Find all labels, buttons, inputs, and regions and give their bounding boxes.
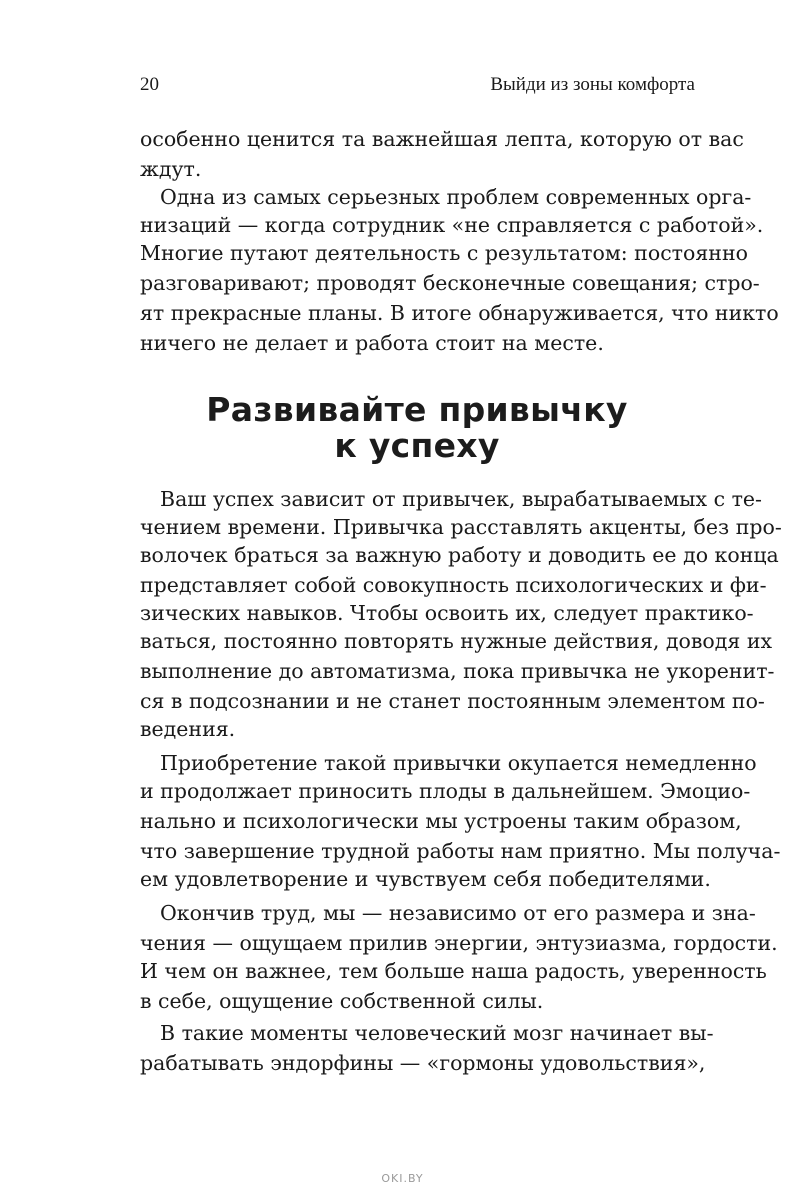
page-number: 20 xyxy=(140,74,159,95)
text-line: чением времени. Привычка расставлять акценты, без про- xyxy=(140,515,782,539)
section-heading-line-1: Развивайте привычку xyxy=(206,390,628,429)
text-line: выполнение до автоматизма, пока привычка не укоренит- xyxy=(140,659,775,683)
text-line: волочек браться за важную работу и доводить ее до конца xyxy=(140,543,779,567)
text-line: Ваш успех зависит от привычек, вырабатываемых с те- xyxy=(160,487,762,511)
text-line: ничего не делает и работа стоит на месте. xyxy=(140,331,604,355)
text-line: ждут. xyxy=(140,157,202,181)
text-line: Приобретение такой привычки окупается немедленно xyxy=(160,751,757,775)
text-line: разговаривают; проводят бесконечные совещания; стро- xyxy=(140,271,760,295)
text-line: ваться, постоянно повторять нужные действия, доводя их xyxy=(140,629,773,653)
text-line: нально и психологически мы устроены таким образом, xyxy=(140,809,742,833)
text-line: ят прекрасные планы. В итоге обнаруживается, что никто xyxy=(140,301,779,325)
text-line: что завершение трудной работы нам приятно. Мы получа- xyxy=(140,839,781,863)
text-line: чения — ощущаем прилив энергии, энтузиазма, гордости. xyxy=(140,931,778,955)
text-line: ем удовлетворение и чувствуем себя победителями. xyxy=(140,867,711,891)
text-line: Многие путают деятельность с результатом: постоянно xyxy=(140,241,748,265)
text-line: в себе, ощущение собственной силы. xyxy=(140,989,544,1013)
watermark: OKI.BY xyxy=(381,1172,424,1185)
text-line: ся в подсознании и не станет постоянным элементом по- xyxy=(140,689,765,713)
text-line: зических навыков. Чтобы освоить их, следует практико- xyxy=(140,601,754,625)
text-line: ведения. xyxy=(140,717,236,741)
text-line: И чем он важнее, тем больше наша радость, уверенность xyxy=(140,959,767,983)
text-line: Одна из самых серьезных проблем современных орга- xyxy=(160,185,752,209)
running-head xyxy=(140,74,695,104)
text-line: низаций — когда сотрудник «не справляется с работой». xyxy=(140,213,764,237)
text-line: и продолжает приносить плоды в дальнейшем. Эмоцио- xyxy=(140,779,751,803)
book-title: Выйди из зоны комфорта xyxy=(490,74,695,95)
text-line: особенно ценится та важнейшая лепта, которую от вас xyxy=(140,127,744,151)
text-line: Окончив труд, мы — независимо от его размера и зна- xyxy=(160,901,756,925)
section-heading-line-2: к успеху xyxy=(334,426,500,465)
text-line: представляет собой совокупность психологических и фи- xyxy=(140,573,767,597)
text-line: В такие моменты человеческий мозг начинает вы- xyxy=(160,1021,714,1045)
text-line: рабатывать эндорфины — «гормоны удовольствия», xyxy=(140,1051,706,1075)
